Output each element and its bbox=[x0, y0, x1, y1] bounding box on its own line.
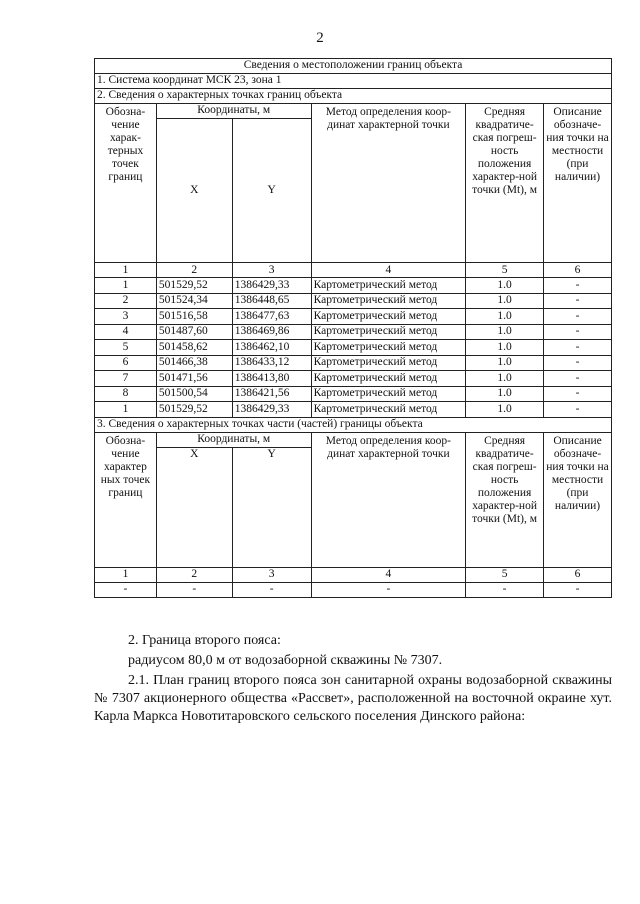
section-2: 2. Сведения о характерных точках границ объекта bbox=[95, 89, 612, 104]
plan-paragraph: 2.1. План границ второго пояса зон санитарной охраны водозаборной скважины № 7307 акционерного общества «Рассвет», расположенной на восточной окраине хут. Карла Маркса Новотитаровского сельского поселения Динского района: bbox=[94, 673, 612, 724]
col-number: 2 bbox=[156, 263, 232, 278]
col-number: 2 bbox=[156, 567, 232, 582]
header-y: Y bbox=[232, 119, 311, 263]
header-coords: Координаты, м bbox=[156, 432, 311, 447]
header-method: Метод определения коор-динат характерной точки bbox=[311, 432, 466, 567]
table-title: Сведения о местоположении границ объекта bbox=[95, 59, 612, 74]
col-number: 6 bbox=[544, 263, 612, 278]
second-zone-radius: радиусом 80,0 м от водозаборной скважины № 7307. bbox=[128, 653, 443, 668]
header-accuracy: Средняя квадратиче-ская погреш-ность положения характер-ной точки (Mt), м bbox=[466, 104, 544, 263]
header-x: X bbox=[156, 119, 232, 263]
table-row: 1 501529,52 1386429,33 Картометрический метод 1.0 - bbox=[95, 402, 612, 418]
section-3: 3. Сведения о характерных точках части (частей) границы объекта bbox=[95, 417, 612, 432]
table-row: 3 501516,58 1386477,63 Картометрический метод 1.0 - bbox=[95, 309, 612, 325]
col-number: 5 bbox=[466, 263, 544, 278]
table-row: - - - - - - bbox=[95, 582, 612, 597]
col-number: 5 bbox=[466, 567, 544, 582]
table-row: 2 501524,34 1386448,65 Картометрический метод 1.0 - bbox=[95, 293, 612, 309]
boundary-table bbox=[94, 58, 612, 598]
header-method: Метод определения коор-динат характерной точки bbox=[311, 104, 466, 263]
table-row: 7 501471,56 1386413,80 Картометрический метод 1.0 - bbox=[95, 371, 612, 387]
page-number: 2 bbox=[316, 30, 324, 46]
col-number: 4 bbox=[311, 567, 466, 582]
header-coords: Координаты, м bbox=[156, 104, 311, 119]
col-number: 6 bbox=[544, 567, 612, 582]
col-number: 3 bbox=[232, 567, 311, 582]
table-row: 1 501529,52 1386429,33 Картометрический метод 1.0 - bbox=[95, 278, 612, 294]
header-point-label: Обозна-чение характер ных точек границ bbox=[95, 432, 157, 567]
header-y: Y bbox=[232, 447, 311, 567]
header-description: Описание обозначе-ния точки на местности (при наличии) bbox=[544, 104, 612, 263]
header-accuracy: Средняя квадратиче-ская погреш-ность положения характер-ной точки (Mt), м bbox=[466, 432, 544, 567]
col-number: 4 bbox=[311, 263, 466, 278]
table-row: 5 501458,62 1386462,10 Картометрический метод 1.0 - bbox=[95, 340, 612, 356]
second-zone-heading: 2. Граница второго пояса: bbox=[128, 633, 281, 648]
header-x: X bbox=[156, 447, 232, 567]
table-row: 6 501466,38 1386433,12 Картометрический метод 1.0 - bbox=[95, 355, 612, 371]
col-number: 1 bbox=[95, 263, 157, 278]
header-point-label: Обозна-чение харак-терных точек границ bbox=[95, 104, 157, 263]
table-row: 4 501487,60 1386469,86 Картометрический метод 1.0 - bbox=[95, 324, 612, 340]
section-1: 1. Система координат МСК 23, зона 1 bbox=[95, 74, 612, 89]
table-row: 8 501500,54 1386421,56 Картометрический метод 1.0 - bbox=[95, 386, 612, 402]
col-number: 1 bbox=[95, 567, 157, 582]
col-number: 3 bbox=[232, 263, 311, 278]
header-description: Описание обозначе-ния точки на местности (при наличии) bbox=[544, 432, 612, 567]
